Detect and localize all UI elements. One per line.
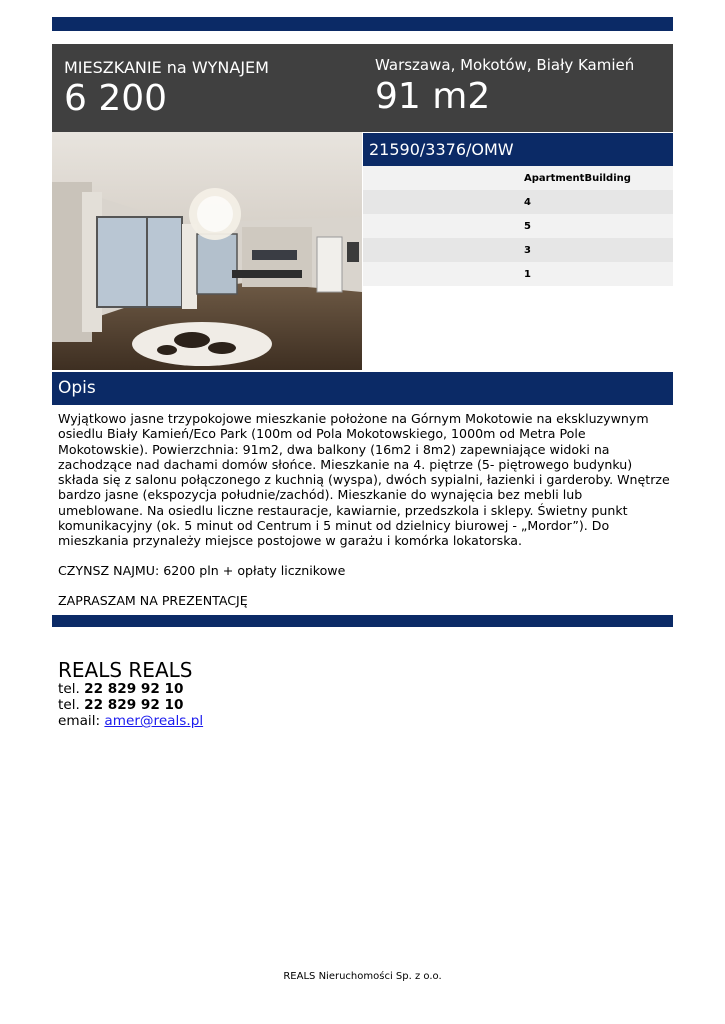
email-line xyxy=(58,713,203,729)
email-label: email: xyxy=(58,713,101,729)
rent-info: CZYNSZ NAJMU: 6200 pln + opłaty licznikowe xyxy=(58,563,346,578)
reference-number: 21590/3376/OMW xyxy=(363,133,673,166)
phone-number-1: 22 829 92 10 xyxy=(84,681,184,697)
param-row: 3 xyxy=(363,238,673,262)
offer-type: MIESZKANIE na WYNAJEM xyxy=(64,58,269,77)
params-table xyxy=(363,166,673,286)
top-accent-bar xyxy=(52,17,673,31)
phone-line-2 xyxy=(58,697,183,713)
tel-label: tel. xyxy=(58,697,80,713)
agent-name: REALS REALS xyxy=(58,658,193,682)
location: Warszawa, Mokotów, Biały Kamień xyxy=(375,56,635,74)
param-row: 5 xyxy=(363,214,673,238)
invitation-text: ZAPRASZAM NA PREZENTACJĘ xyxy=(58,593,248,608)
apartment-photo xyxy=(52,132,362,370)
param-row: 1 xyxy=(363,262,673,286)
listing-header xyxy=(52,44,673,132)
footer-company: REALS Nieruchomości Sp. z o.o. xyxy=(283,971,442,982)
description-text: Wyjątkowo jasne trzypokojowe mieszkanie położone na Górnym Mokotowie na ekskluzywnym osiedlu Biały Kamień/Eco Park (100m od Pola Mokotowskiego, 1000m od Metra Pole Mokotowskie). Powierzchnia: 91m2, dwa balkony (16m2 i 8m2) zapewniające widoki na zachodzące nad dachami domów słońce. Mieszkanie na 4. piętrze (5- piętrowego budynku) składa się z salonu połączonego z kuchnią (wyspa), dwóch sypialni, łazienki i garderoby. Wnętrze bardzo jasne (ekspozycja południe/zachód). Mieszkanie do wynajęcia bez mebli lub umeblowane. Na osiedlu liczne restauracje, kawiarnie, przedszkola i sklepy. Świetny punkt komunikacyjny (ok. 5 minut od Centrum i 5 minut od dzielnicy biurowej - „Mordor”). Do mieszkania przynależy miejsce postojowe w garażu i komórka lokatorska. xyxy=(58,411,670,549)
area: 91 m2 xyxy=(375,76,491,117)
tel-label: tel. xyxy=(58,681,80,697)
phone-number-2: 22 829 92 10 xyxy=(84,697,184,713)
phone-line-1 xyxy=(58,681,183,697)
param-row: ApartmentBuilding xyxy=(363,166,673,190)
email-link[interactable]: amer@reals.pl xyxy=(104,713,204,729)
param-row: 4 xyxy=(363,190,673,214)
description-heading: Opis xyxy=(52,372,673,405)
price: 6 200 xyxy=(64,78,168,119)
bottom-accent-bar xyxy=(52,615,673,627)
